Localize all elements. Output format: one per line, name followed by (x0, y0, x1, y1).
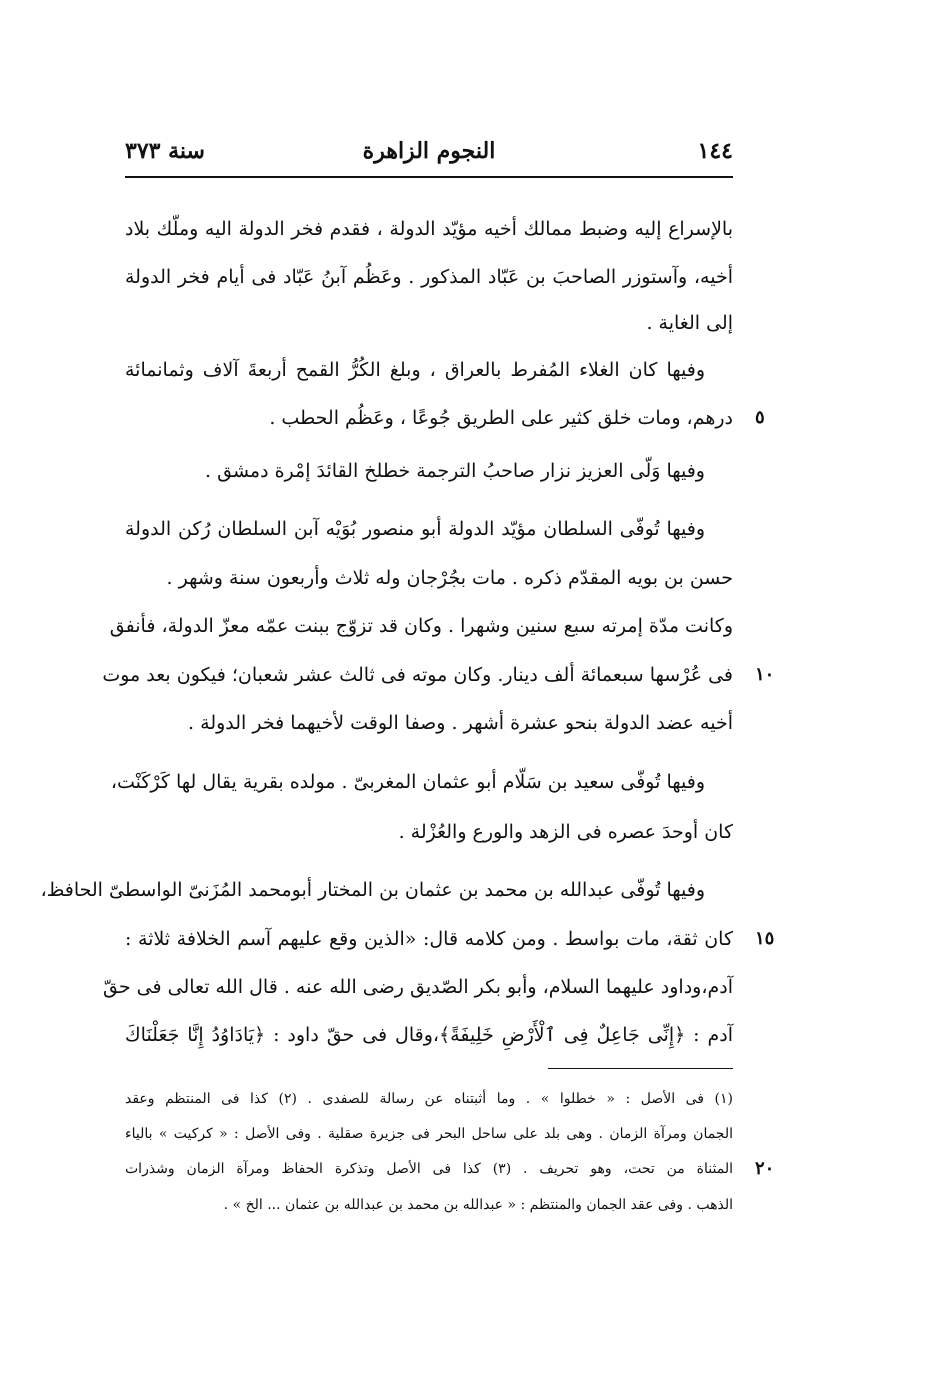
body-line: وكانت مدّة إمرته سبع سنين وشهرا . وكان قد تزوّج ببنت عمّه معزّ الدولة، فأنفق (109, 615, 733, 637)
body-line: فى عُرْسها سبعمائة ألف دينار. وكان موته فى ثالث عشر شعبان؛ فيكون بعد موت (102, 664, 733, 686)
body-line: وفيها تُوفّى عبدالله بن محمد بن عثمان بن المختار أبومحمد المُزَنىّ الواسطىّ الحافظ، (40, 879, 705, 901)
line-number: ٥ (755, 407, 765, 428)
body-line: كان ثقة، مات بواسط . ومن كلامه قال: «الذين وقع عليهم آسم الخلافة ثلاثة : (125, 928, 733, 950)
body-line: أخيه، وآستوزر الصاحبَ بن عَبّاد المذكور . وعَظُم آبنُ عَبّاد فى أيام فخر الدولة (125, 266, 733, 288)
page-header (125, 138, 733, 174)
body-line: آدم،وداود عليهما السلام، وأبو بكر الصّديق رضى الله عنه . قال الله تعالى فى حقّ (103, 976, 733, 998)
footnote-line: المثناة من تحت، وهو تحريف . (٣) كذا فى الأصل وتذكرة الحفاظ ومرآة الزمان وشذرات (125, 1161, 733, 1177)
footnote-line: الجمان ومرآة الزمان . وهى بلد على ساحل البحر فى جزيرة صقلية . وفى الأصل : « كركيت » بالياء (125, 1126, 733, 1142)
body-line: آدم : ﴿إِنِّى جَاعِلٌ فِى ٱلْأَرْضِ خَلِيفَةً﴾،وقال فى حقّ داود : ﴿يَادَاوُدُ إِنَّا جَعَلْنَاكَ (125, 1024, 733, 1046)
line-number: ١٥ (755, 928, 775, 949)
body-line: بالإسراع إليه وضبط ممالك أخيه مؤيّد الدولة ، فقدم فخر الدولة اليه وملّك بلاد (125, 218, 733, 240)
header-rule (125, 176, 733, 178)
body-line: وفيها تُوفّى سعيد بن سَلّام أبو عثمان المغربىّ . مولده بقرية يقال لها كَرْكَنْت، (110, 771, 705, 793)
body-line: حسن بن بويه المقدّم ذكره . مات بجُرْجان وله ثلاث وأربعون سنة وشهر . (166, 567, 733, 589)
footnote-line: الذهب . وفى عقد الجمان والمنتظم : « عبدالله بن محمد بن عبدالله بن عثمان ... الخ » . (223, 1197, 733, 1213)
year-label: سنة ٣٧٣ (125, 138, 205, 164)
page-number: ١٤٤ (697, 138, 733, 164)
line-number: ٢٠ (755, 1158, 775, 1179)
body-line: وفيها تُوفّى السلطان مؤيّد الدولة أبو منصور بُوَيْه آبن السلطان رُكن الدولة (125, 518, 705, 540)
body-line: درهم، ومات خلق كثير على الطريق جُوعًا ، وعَظُم الحطب . (269, 407, 733, 429)
body-line: أخيه عضد الدولة بنحو عشرة أشهر . وصفا الوقت لأخيهما فخر الدولة . (188, 712, 733, 734)
footnote-line: (١) فى الأصل : « خطلوا » . وما أثبتناه عن رسالة للصفدى . (٢) كذا فى المنتظم وعقد (125, 1091, 733, 1107)
book-title: النجوم الزاهرة (362, 138, 496, 164)
body-line: وفيها كان الغلاء المُفرط بالعراق ، وبلغ الكُرُّ القمح أربعةَ آلاف وثمانمائة (125, 359, 705, 381)
body-line: وفيها وَلّى العزيز نزار صاحبُ الترجمة خطلخ القائدَ إمْرة دمشق . (205, 460, 705, 482)
footnote-rule (548, 1068, 733, 1069)
body-line: كان أوحدَ عصره فى الزهد والورع والعُزْلة . (398, 821, 733, 843)
body-line: إلى الغاية . (646, 312, 733, 334)
line-number: ١٠ (755, 664, 775, 685)
